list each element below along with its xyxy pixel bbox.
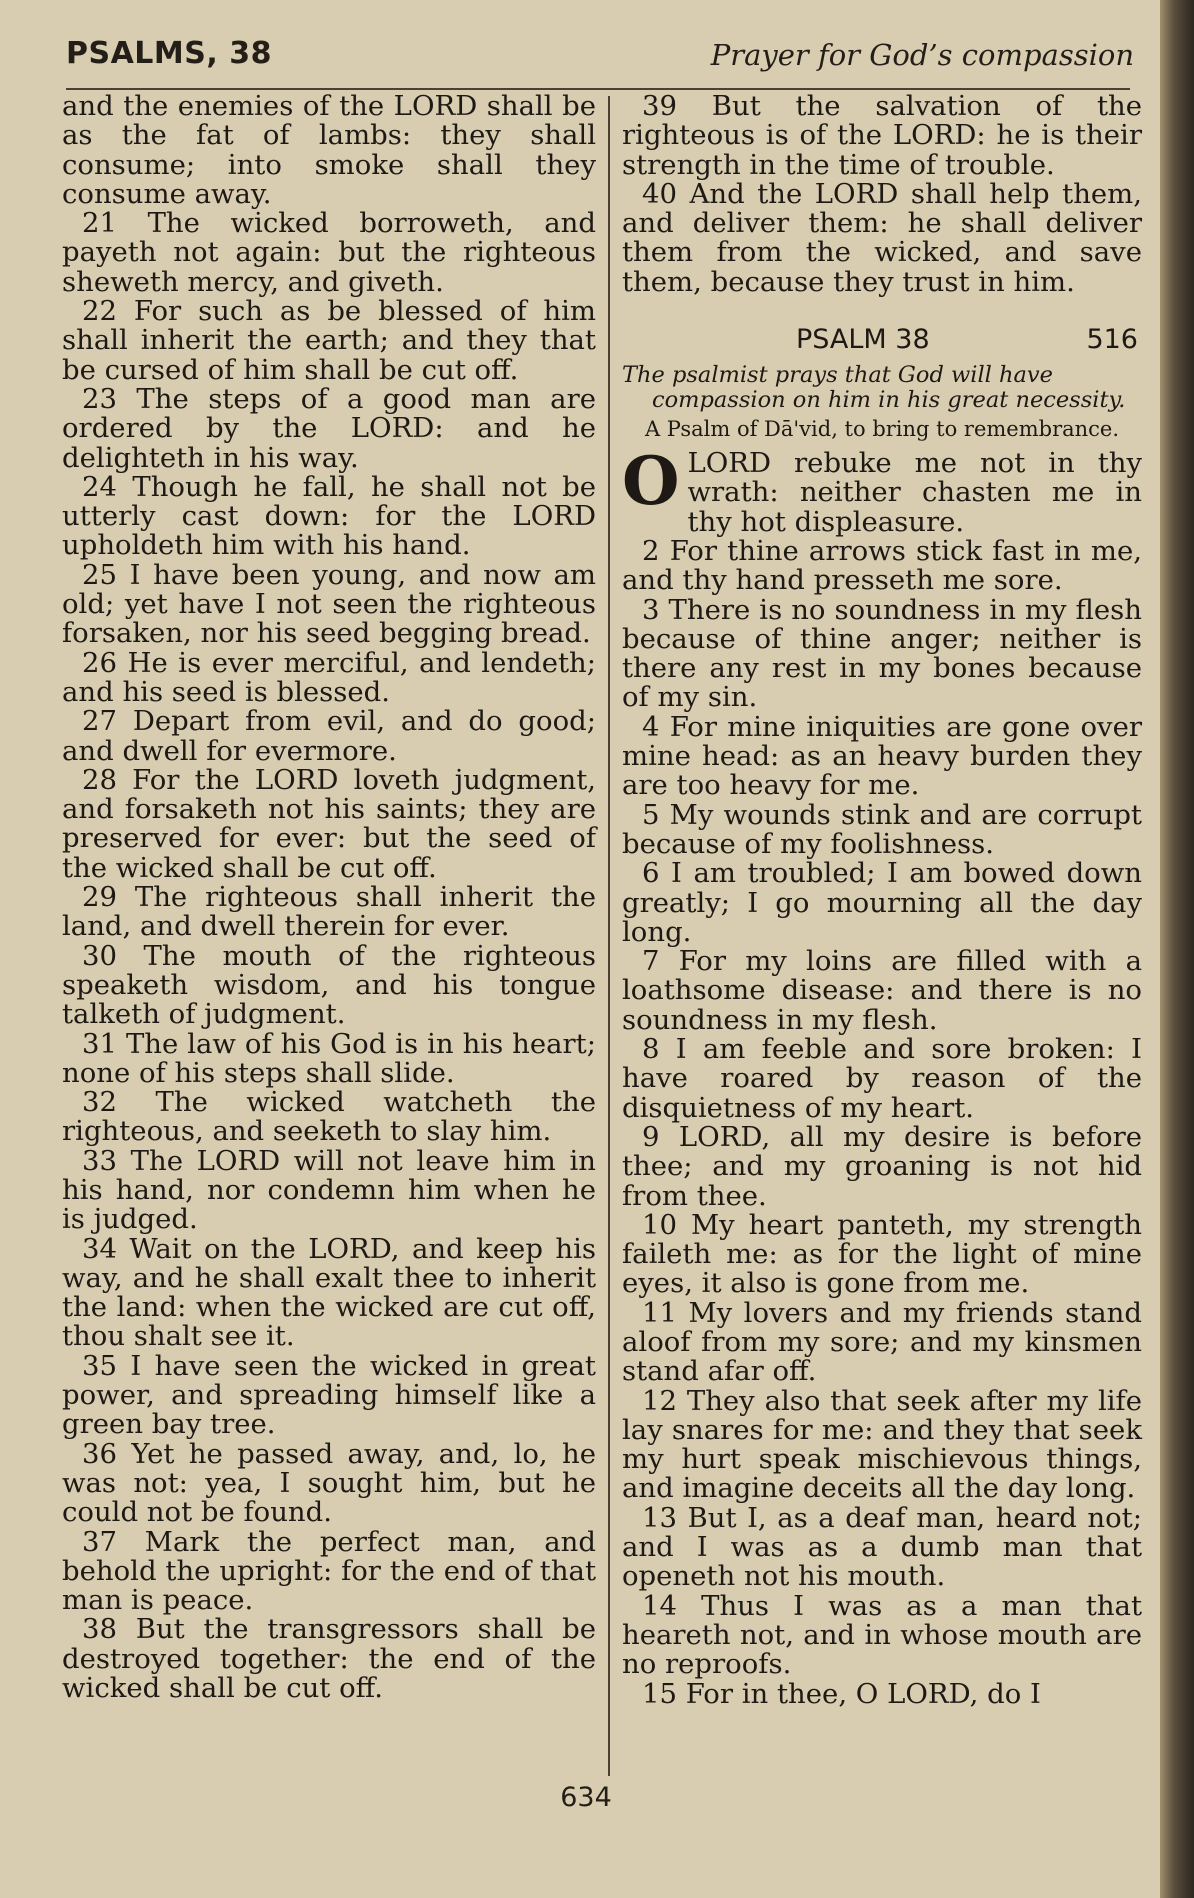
verse: 30 The mouth of the righteous speaketh wisdom, and his tongue talketh of judgment.: [62, 939, 596, 1031]
verse: 9 LORD, all my desire is before thee; and my groaning is not hid from thee.: [622, 1120, 1142, 1212]
verse: 34 Wait on the LORD, and keep his way, and he shall exalt thee to inherit the land: when the wicked are cut off, thou shalt see it.: [62, 1232, 596, 1353]
psalm-page-ref: 516: [1086, 324, 1138, 356]
verse: 5 My wounds stink and are corrupt because of my foolishness.: [622, 798, 1142, 860]
verse: 4 For mine iniquities are gone over mine head: as an heavy burden they are too heavy for me.: [622, 710, 1142, 802]
verse: 40 And the LORD shall help them, and deliver them: he shall deliver them from the wicked, and save them, because they trust in him.: [622, 177, 1142, 298]
verse: 3 There is no soundness in my flesh because of thine anger; neither is there any rest in my bones because of my sin.: [622, 593, 1142, 714]
verse: 37 Mark the perfect man, and behold the upright: for the end of that man is peace.: [62, 1525, 596, 1617]
verse: 27 Depart from evil, and do good; and dwell for evermore.: [62, 705, 596, 767]
verse: 26 He is ever merciful, and lendeth; and his seed is blessed.: [62, 646, 596, 708]
verse: 38 But the transgressors shall be destroyed together: the end of the wicked shall be cut off.: [62, 1613, 596, 1705]
column-divider: [608, 96, 610, 1776]
verse: 33 The LORD will not leave him in his hand, nor condemn him when he is judged.: [62, 1144, 596, 1236]
verse: 39 But the salvation of the righteous is of the LORD: he is their strength in the time of trouble.: [622, 90, 1142, 181]
verse: 6 I am troubled; I am bowed down greatly; I go mourning all the day long.: [622, 857, 1142, 948]
verse: 36 Yet he passed away, and, lo, he was not: yea, I sought him, but he could not be found.: [62, 1437, 596, 1529]
book-edge: [1160, 0, 1194, 1898]
verse-one: [622, 442, 1142, 538]
drop-cap: O: [622, 442, 680, 521]
verse: 8 I am feeble and sore broken: I have roared by reason of the disquietness of my heart.: [622, 1033, 1142, 1124]
verse: 21 The wicked borroweth, and payeth not again: but the righteous sheweth mercy, and giveth.: [62, 207, 596, 298]
running-head-topic: Prayer for God’s compassion: [710, 38, 1134, 72]
verse: 22 For such as be blessed of him shall inherit the earth; and they that be cursed of him shall be cut off.: [62, 295, 596, 386]
verse: 29 The righteous shall inherit the land, and dwell therein for ever.: [62, 881, 596, 943]
verse-one-text: LORD rebuke me not in thy wrath: neither chasten me in thy hot displeasure.: [687, 447, 1142, 538]
verse: 7 For my loins are filled with a loathsome disease: and there is no soundness in my flesh.: [622, 945, 1142, 1036]
psalm-summary: The psalmist prays that God will have compassion on him in his great necessity.: [622, 362, 1126, 414]
verse: 14 Thus I was as a man that heareth not, and in whose mouth are no reproofs.: [622, 1589, 1142, 1681]
running-head-book: PSALMS, 38: [66, 36, 272, 71]
verse: 12 They also that seek after my life lay snares for me: and they that seek my hurt speak mischievous things, and imagine deceits all the day long.: [622, 1384, 1142, 1505]
verse: 28 For the LORD loveth judgment, and forsaketh not his saints; they are preserved for ever: but the seed of the wicked shall be cut off.: [62, 763, 596, 884]
psalm-title: PSALM 38: [796, 324, 930, 356]
verse: 2 For thine arrows stick fast in me, and thy hand presseth me sore.: [622, 534, 1142, 597]
verse: 25 I have been young, and now am old; yet have I not seen the righteous forsaken, nor his seed begging bread.: [62, 558, 596, 650]
left-column: [62, 92, 596, 1703]
verse: 24 Though he fall, he shall not be utterly cast down: for the LORD upholdeth him with his hand.: [62, 470, 596, 562]
page-number: 634: [560, 1782, 612, 1813]
psalm-heading: [622, 325, 1142, 357]
verse: 23 The steps of a good man are ordered by the LORD: and he delighteth in his way.: [62, 382, 596, 474]
right-column: [622, 92, 1142, 1709]
verse: 11 My lovers and my friends stand aloof from my sore; and my kinsmen stand afar off.: [622, 1296, 1142, 1388]
verse-continuation: and the enemies of the LORD shall be as the fat of lambs: they shall consume; into smoke shall they consume away.: [62, 90, 596, 210]
verse: 32 The wicked watcheth the righteous, and seeketh to slay him.: [62, 1086, 596, 1148]
verse: 10 My heart panteth, my strength faileth me: as for the light of mine eyes, it also is gone from me.: [622, 1208, 1142, 1300]
verse: 35 I have seen the wicked in great power, and spreading himself like a green bay tree.: [62, 1349, 596, 1441]
psalm-superscription: A Psalm of Dā'vid, to bring to remembrance.: [644, 417, 1120, 442]
verse: 15 For in thee, O LORD, do I: [642, 1677, 1041, 1710]
verse: 31 The law of his God is in his heart; none of his steps shall slide.: [62, 1027, 596, 1089]
verse: 13 But I, as a deaf man, heard not; and I was as a dumb man that openeth not his mouth.: [622, 1501, 1142, 1593]
